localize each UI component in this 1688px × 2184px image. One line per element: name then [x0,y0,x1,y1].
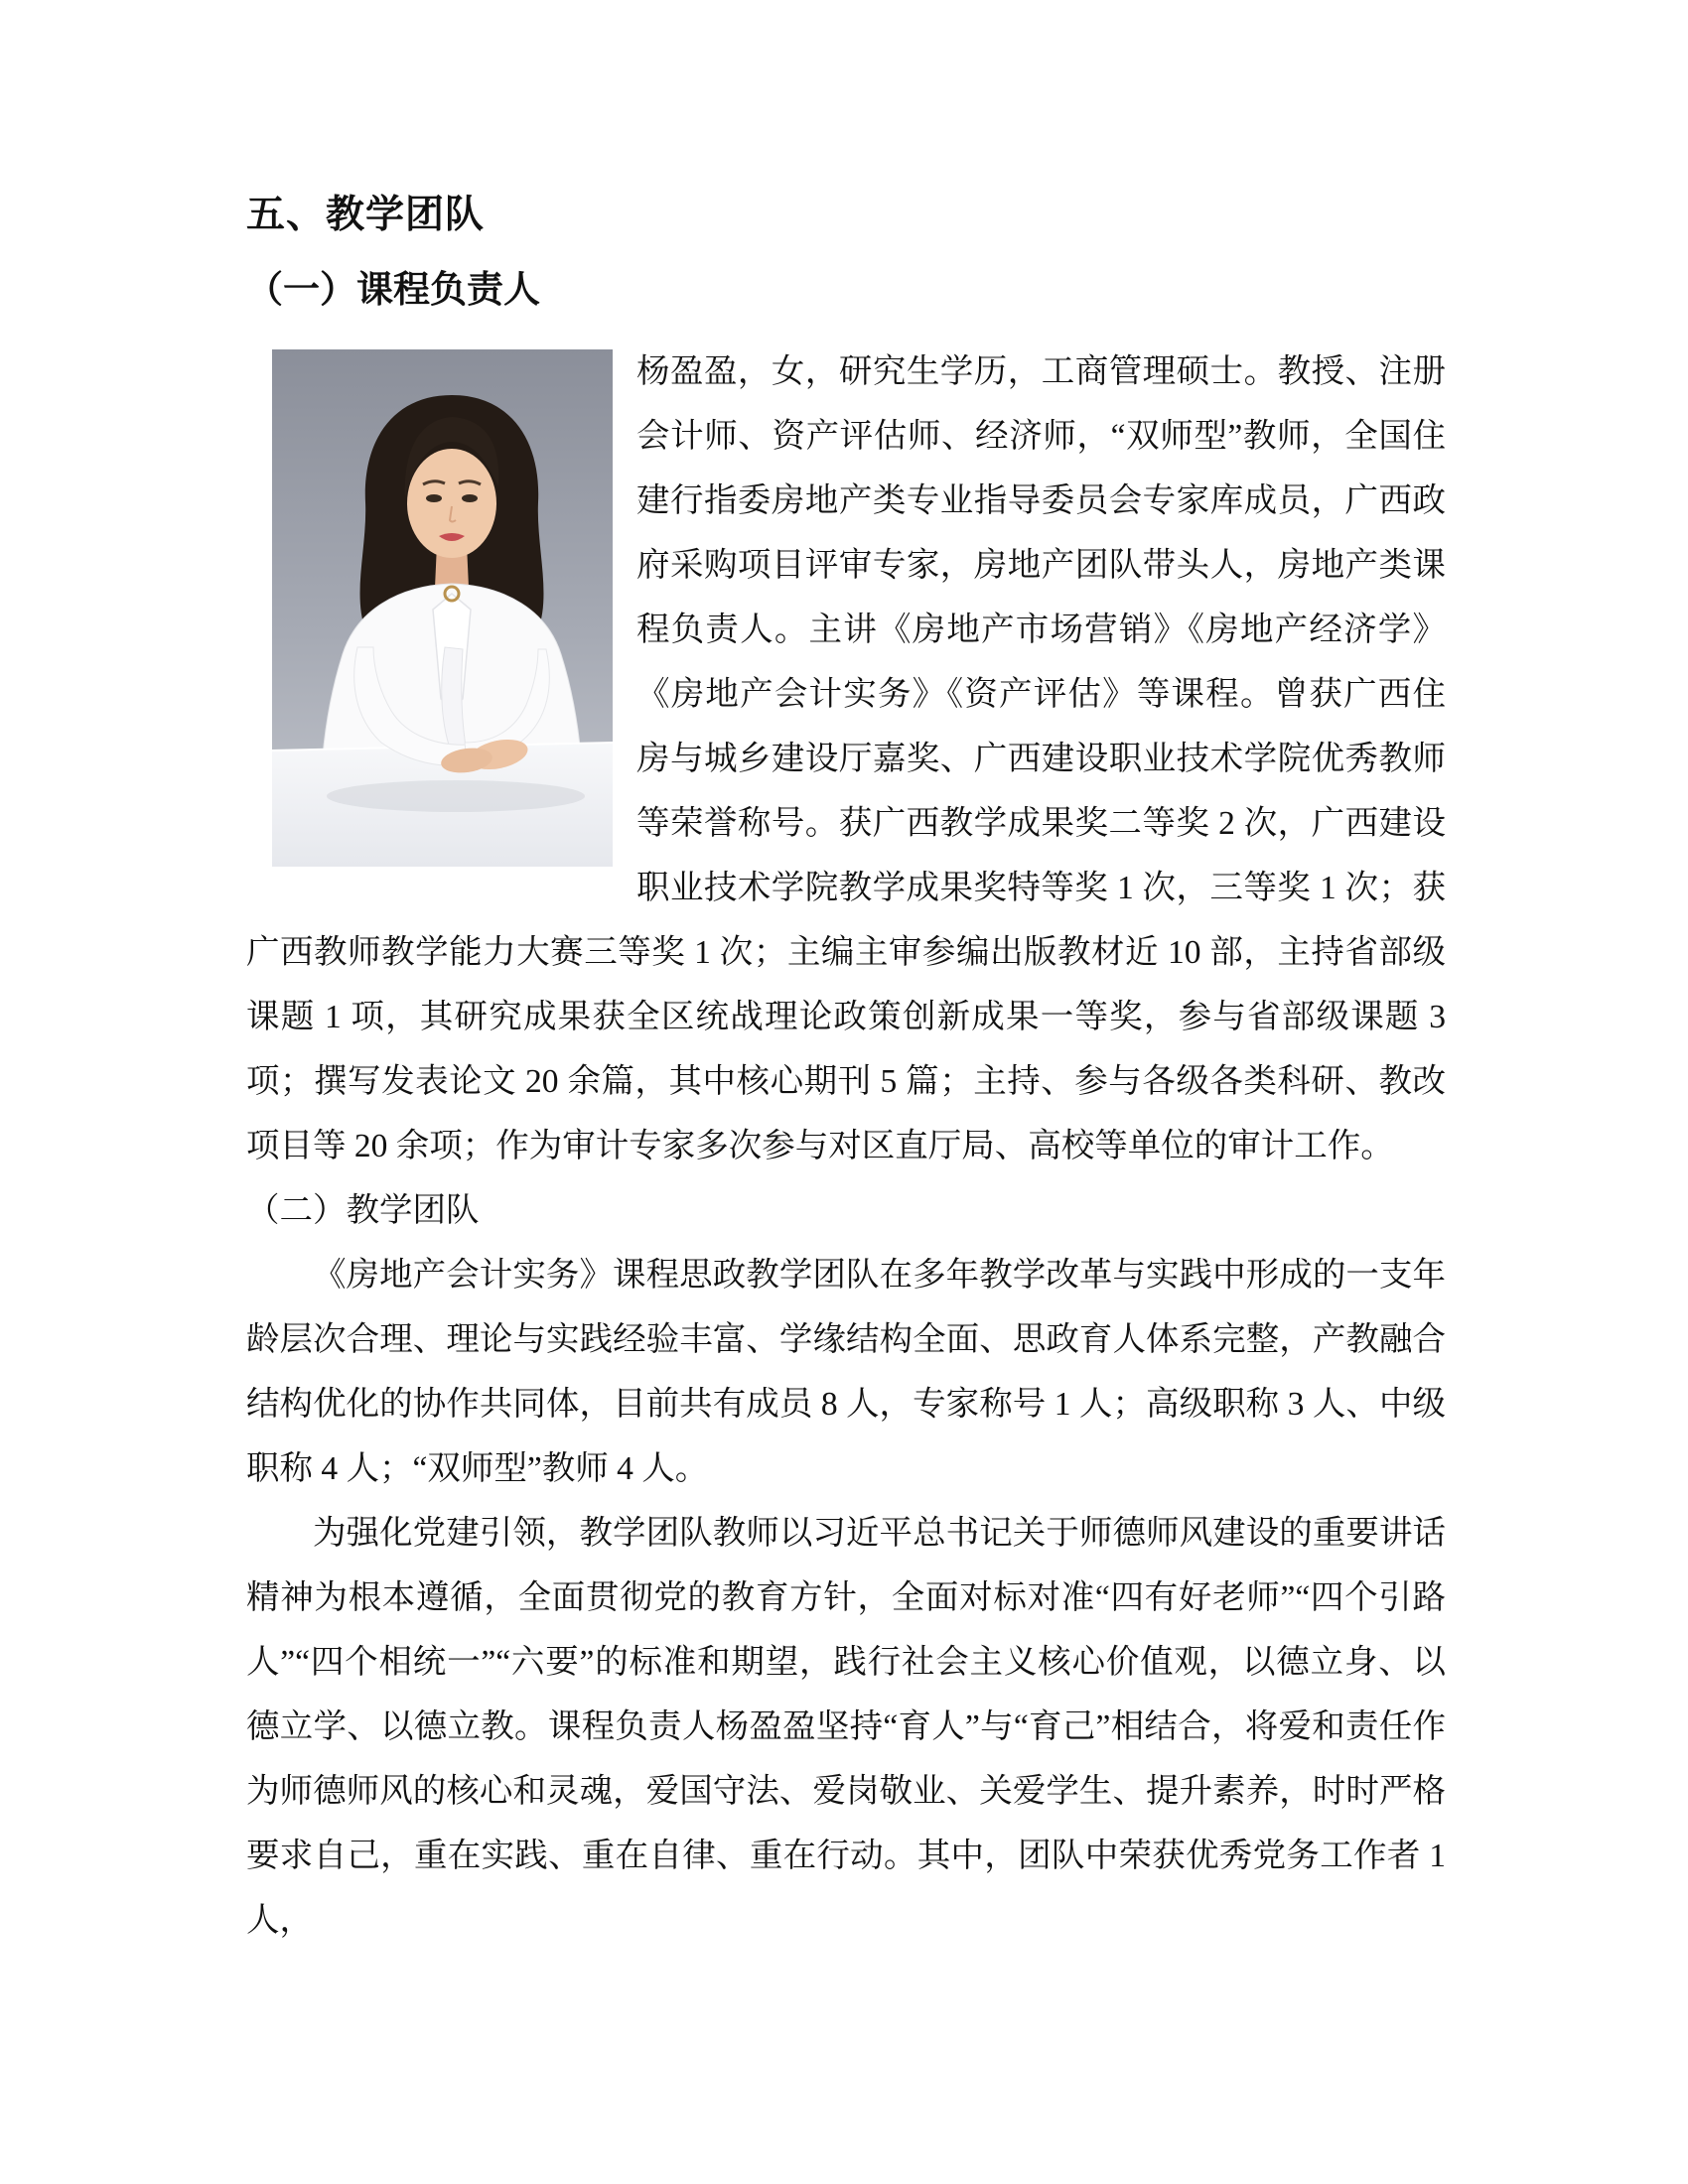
team-intro-paragraph: 《房地产会计实务》课程思政教学团队在多年教学改革与实践中形成的一支年龄层次合理、理论与实践经验丰富、学缘结构全面、思政育人体系完整，产教融合结构优化的协作共同体，目前共有成员 8 人，专家称号 1 人；高级职称 3 人、中级职称 4 人；“双师型”教师 4 人。 [246,1257,1446,1487]
document-content [246,181,1446,1953]
portrait-eye-right [462,494,478,502]
leader-bio-paragraph [246,340,1446,1178]
subsection-heading-course-leader: （一）课程负责人 [246,270,540,311]
section-heading: 五、教学团队 [246,194,486,236]
course-leader-photo [272,349,613,867]
subsection-heading-teaching-team: （二）教学团队 [246,1192,480,1229]
portrait-illustration [272,349,613,867]
portrait-eye-left [426,494,442,502]
portrait-face [407,449,496,558]
party-building-paragraph: 为强化党建引领，教学团队教师以习近平总书记关于师德师风建设的重要讲话精神为根本遵循，全面贯彻党的教育方针，全面对标对准“四有好老师”“四个引路人”“四个相统一”“六要”的标准和期望，践行社会主义核心价值观，以德立身、以德立学、以德立教。课程负责人杨盈盈坚持“育人”与“育己”相结合，将爱和责任作为师德师风的核心和灵魂，爱国守法、爱岗敬业、关爱学生、提升素养，时时严格要求自己，重在实践、重在自律、重在行动。其中，团队中荣获优秀党务工作者 1 人， [246,1515,1446,1939]
portrait-table-shadow [327,780,585,812]
leader-bio-text: 杨盈盈，女，研究生学历，工商管理硕士。教授、注册会计师、资产评估师、经济师，“双师型”教师，全国住建行指委房地产类专业指导委员会专家库成员，广西政府采购项目评审专家，房地产团队带头人，房地产类课程负责人。主讲《房地产市场营销》《房地产经济学》《房地产会计实务》《资产评估》等课程。曾获广西住房与城乡建设厅嘉奖、广西建设职业技术学院优秀教师等荣誉称号。获广西教学成果奖二等奖 2 次，广西建设职业技术学院教学成果奖特等奖 1 次，三等奖 1 次；获广西教师教学能力大赛三等奖 1 次；主编主审参编出版教材近 10 部，主持省部级课题 1 项，其研究成果获全区统战理论政策创新成果一等奖，参与省部级课题 3 项；撰写发表论文 20 余篇，其中核心期刊 5 篇；主持、参与各级各类科研、教改项目等 20 余项；作为审计专家多次参与对区直厅局、高校等单位的审计工作。 [246,353,1446,1164]
